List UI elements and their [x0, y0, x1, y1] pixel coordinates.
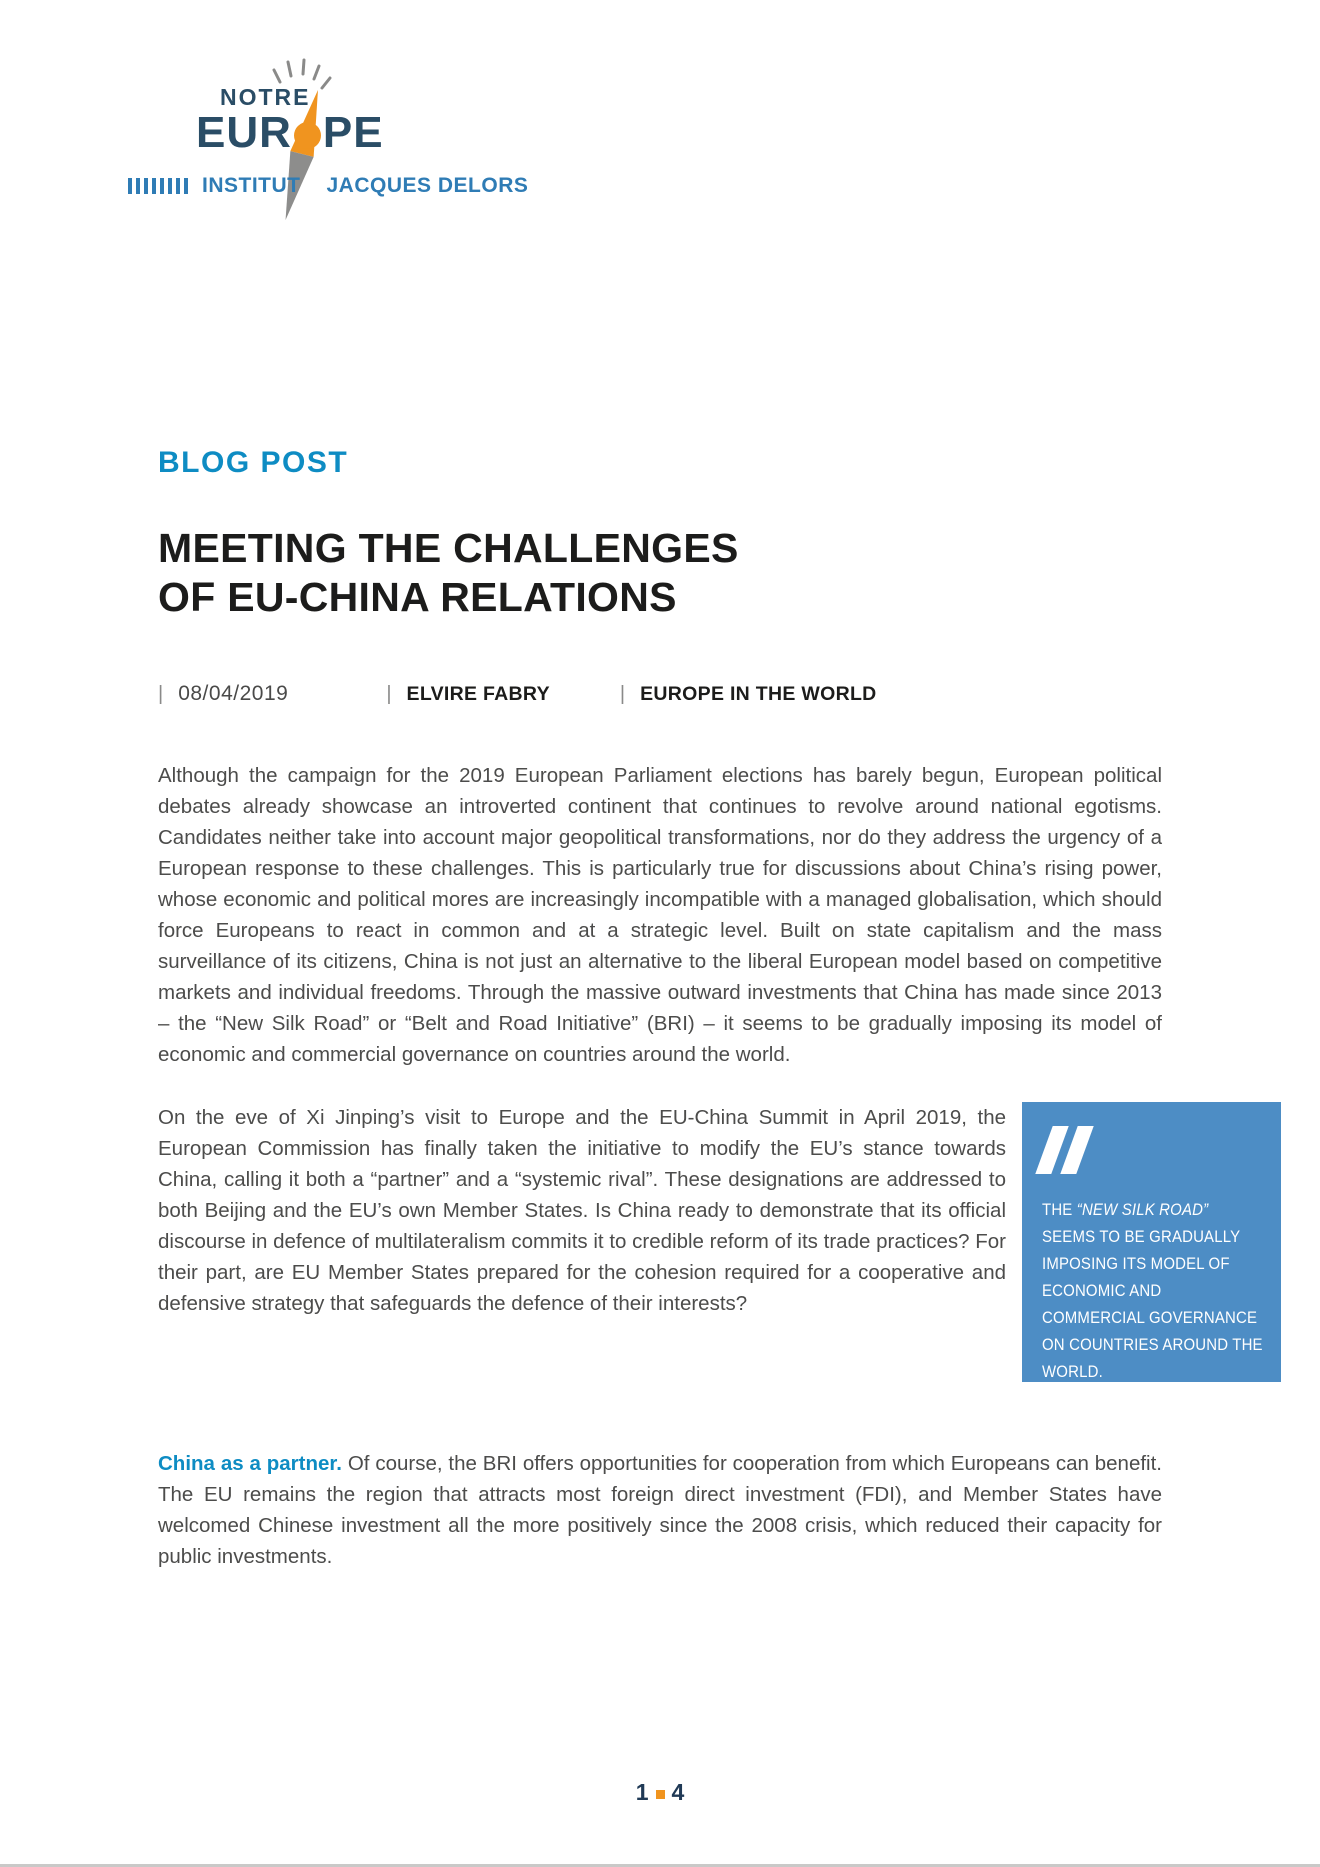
meta-date: 08/04/2019 — [178, 682, 289, 706]
paragraph-1: Although the campaign for the 2019 European Parliament elections has barely begun, European political debates already showcase an introverted continent that continues to revolve around national egotisms. Candidates neither take into account major geopolitical transformations, nor do they address the urgency of a European response to these challenges. This is particularly true for discussions about China’s rising power, whose economic and political mores are increasingly incompatible with a managed globalisation, which should force Europeans to react in common and at a strategic level. Built on state capitalism and the mass surveillance of its citizens, China is not just an alternative to the liberal European model based on competitive markets and individual freedoms. Through the massive outward investments that China has made since 2013 – the “New Silk Road” or “Belt and Road Initiative” (BRI) – it seems to be gradually imposing its model of economic and commercial governance on countries around the world. — [158, 764, 1162, 1067]
paragraph-3-rest: Of course, the BRI offers opportunities for cooperation from which Europeans can benefit. The EU remains the region that attracts most foreign direct investment (FDI), and Member States have welcomed Chinese investment all the more positively since the 2008 crisis, which reduced their capacity for public investments. — [158, 1452, 1162, 1569]
article-content — [0, 446, 1320, 1572]
page-number-total: 4 — [671, 1779, 685, 1805]
meta-separator-1: | — [158, 683, 164, 706]
paragraph-3-lead: China as a partner. — [158, 1452, 342, 1476]
paragraph-2: On the eve of Xi Jinping’s visit to Europe and the EU-China Summit in April 2019, the European Commission has finally taken the initiative to modify the EU’s stance towards China, calling it both a “partner” and a “systemic rival”. These designations are addressed to both Beijing and the EU’s own Member States. Is China ready to demonstrate that its official discourse in defence of multilateralism commits it to credible reform of its trade practices? For their part, are EU Member States prepared for the cohesion required for a cooperative and defensive strategy that safeguards the defence of their interests? — [158, 1106, 1006, 1316]
logo-o-dot — [294, 122, 321, 149]
meta-author: ELVIRE FABRY — [406, 683, 550, 706]
pull-quote-text — [1042, 1196, 1264, 1385]
page-number-current: 1 — [635, 1779, 649, 1805]
meta-row — [158, 682, 1162, 706]
logo-bars-icon — [128, 178, 192, 194]
meta-separator-2: | — [386, 683, 392, 706]
quote-icon — [1044, 1126, 1263, 1174]
logo-notre-text: NOTRE — [220, 84, 311, 110]
pull-quote-pre: THE — [1042, 1200, 1077, 1220]
logo-europe-text — [196, 108, 384, 158]
title-line-1: MEETING THE CHALLENGES — [158, 525, 739, 571]
logo-eur: EUR — [196, 108, 292, 157]
page-number — [0, 1779, 1320, 1806]
meta-separator-3: | — [619, 683, 626, 706]
logo-pe: PE — [322, 108, 384, 157]
meta-category: EUROPE IN THE WORLD — [640, 683, 877, 706]
logo-institut: INSTITUT — [202, 174, 301, 197]
pull-quote-italic: “NEW SILK ROAD” — [1076, 1200, 1209, 1220]
kicker-blog-post: BLOG POST — [158, 446, 349, 479]
title-line-2: OF EU-CHINA RELATIONS — [158, 574, 677, 621]
paragraph-2-section — [158, 1102, 1263, 1388]
logo-jacques-delors: JACQUES DELORS — [326, 174, 529, 197]
page-title — [158, 524, 1162, 622]
notre-europe-logo — [150, 72, 580, 224]
logo-subtitle — [128, 174, 528, 198]
page-number-separator-square — [656, 1790, 665, 1799]
pull-quote-post: SEEMS TO BE GRADUALLY IMPOSING ITS MODEL OF ECONOMIC AND COMMERCIAL GOVERNANCE ON COUNTRIES AROUND THE WORLD. — [1042, 1227, 1263, 1382]
paragraph-3 — [158, 1448, 1162, 1572]
pull-quote-box — [1022, 1102, 1281, 1382]
